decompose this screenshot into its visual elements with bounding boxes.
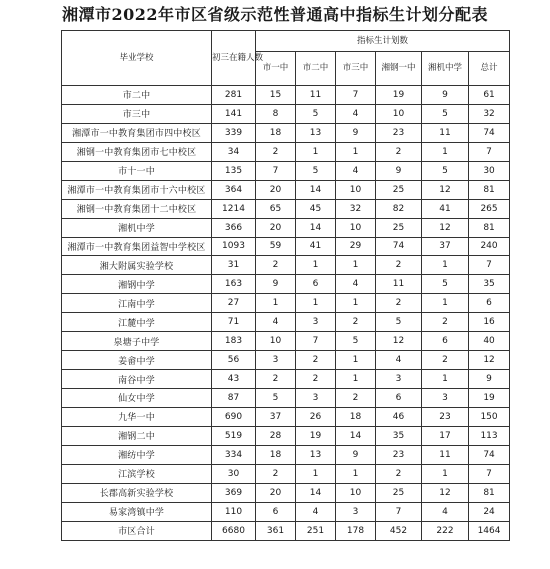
enrollment-count: 366 bbox=[212, 218, 256, 237]
school-name: 湘钢一中教育集团十二中校区 bbox=[62, 199, 212, 218]
table-row bbox=[62, 483, 510, 502]
table-row bbox=[62, 521, 510, 540]
quota-col-2: 251 bbox=[296, 521, 336, 540]
enrollment-count: 71 bbox=[212, 313, 256, 332]
quota-col-2: 2 bbox=[296, 351, 336, 370]
quota-total: 113 bbox=[469, 426, 510, 445]
quota-col-1: 18 bbox=[256, 123, 296, 142]
enrollment-count: 364 bbox=[212, 180, 256, 199]
table-row bbox=[62, 256, 510, 275]
table-row bbox=[62, 502, 510, 521]
quota-col-1: 4 bbox=[256, 313, 296, 332]
quota-col-4: 25 bbox=[376, 180, 422, 199]
quota-total: 32 bbox=[469, 104, 510, 123]
quota-col-5: 5 bbox=[422, 161, 469, 180]
quota-col-5: 12 bbox=[422, 483, 469, 502]
quota-col-4: 23 bbox=[376, 445, 422, 464]
quota-col-2: 19 bbox=[296, 426, 336, 445]
table-row bbox=[62, 237, 510, 256]
enrollment-count: 31 bbox=[212, 256, 256, 275]
quota-col-2: 1 bbox=[296, 256, 336, 275]
school-name: 市十一中 bbox=[62, 161, 212, 180]
quota-col-5: 11 bbox=[422, 123, 469, 142]
table-row bbox=[62, 199, 510, 218]
quota-col-5: 5 bbox=[422, 104, 469, 123]
quota-col-4: 10 bbox=[376, 104, 422, 123]
quota-col-4: 7 bbox=[376, 502, 422, 521]
quota-col-5: 12 bbox=[422, 180, 469, 199]
school-name: 市三中 bbox=[62, 104, 212, 123]
table-row bbox=[62, 426, 510, 445]
enrollment-count: 135 bbox=[212, 161, 256, 180]
quota-col-1: 8 bbox=[256, 104, 296, 123]
quota-col-3: 9 bbox=[336, 445, 376, 464]
quota-col-2: 6 bbox=[296, 275, 336, 294]
enrollment-count: 690 bbox=[212, 407, 256, 426]
quota-total: 150 bbox=[469, 407, 510, 426]
quota-col-1: 20 bbox=[256, 483, 296, 502]
quota-col-2: 11 bbox=[296, 86, 336, 105]
table-row bbox=[62, 86, 510, 105]
header-col-1: 市一中 bbox=[256, 52, 296, 86]
school-name: 江南中学 bbox=[62, 294, 212, 313]
quota-col-4: 4 bbox=[376, 351, 422, 370]
quota-col-2: 2 bbox=[296, 370, 336, 389]
header-col-5: 湘机中学 bbox=[422, 52, 469, 86]
school-name: 江麓中学 bbox=[62, 313, 212, 332]
quota-total: 7 bbox=[469, 256, 510, 275]
enrollment-count: 281 bbox=[212, 86, 256, 105]
page-title: 湘潭市2022年市区省级示范性普通高中指标生计划分配表 bbox=[61, 5, 489, 24]
quota-col-2: 14 bbox=[296, 180, 336, 199]
quota-col-3: 29 bbox=[336, 237, 376, 256]
table-row bbox=[62, 294, 510, 313]
quota-col-5: 1 bbox=[422, 142, 469, 161]
school-name: 长郡高新实验学校 bbox=[62, 483, 212, 502]
table-row bbox=[62, 104, 510, 123]
enrollment-count: 34 bbox=[212, 142, 256, 161]
quota-col-5: 2 bbox=[422, 313, 469, 332]
quota-col-1: 10 bbox=[256, 332, 296, 351]
quota-total: 81 bbox=[469, 483, 510, 502]
school-name: 湘纺中学 bbox=[62, 445, 212, 464]
header-col-3: 市三中 bbox=[336, 52, 376, 86]
quota-total: 81 bbox=[469, 218, 510, 237]
quota-col-1: 2 bbox=[256, 370, 296, 389]
quota-total: 40 bbox=[469, 332, 510, 351]
school-name: 泉塘子中学 bbox=[62, 332, 212, 351]
quota-col-5: 3 bbox=[422, 389, 469, 408]
quota-col-3: 1 bbox=[336, 256, 376, 275]
table-row bbox=[62, 275, 510, 294]
enrollment-count: 183 bbox=[212, 332, 256, 351]
quota-col-5: 37 bbox=[422, 237, 469, 256]
school-name: 湘潭市一中教育集团市十六中校区 bbox=[62, 180, 212, 199]
quota-col-2: 45 bbox=[296, 199, 336, 218]
enrollment-count: 1093 bbox=[212, 237, 256, 256]
quota-total: 16 bbox=[469, 313, 510, 332]
school-name: 湘机中学 bbox=[62, 218, 212, 237]
quota-col-3: 1 bbox=[336, 294, 376, 313]
school-name: 易家湾镇中学 bbox=[62, 502, 212, 521]
quota-col-2: 14 bbox=[296, 218, 336, 237]
table-row bbox=[62, 123, 510, 142]
quota-col-4: 46 bbox=[376, 407, 422, 426]
quota-col-2: 1 bbox=[296, 142, 336, 161]
quota-col-4: 74 bbox=[376, 237, 422, 256]
quota-col-1: 59 bbox=[256, 237, 296, 256]
table-row bbox=[62, 332, 510, 351]
quota-col-4: 25 bbox=[376, 218, 422, 237]
quota-col-3: 4 bbox=[336, 104, 376, 123]
quota-col-4: 2 bbox=[376, 294, 422, 313]
table-row bbox=[62, 313, 510, 332]
table-row bbox=[62, 142, 510, 161]
header-school: 毕业学校 bbox=[62, 31, 212, 86]
enrollment-count: 87 bbox=[212, 389, 256, 408]
quota-total: 30 bbox=[469, 161, 510, 180]
table-row bbox=[62, 161, 510, 180]
quota-col-2: 5 bbox=[296, 104, 336, 123]
quota-col-3: 7 bbox=[336, 86, 376, 105]
quota-total: 6 bbox=[469, 294, 510, 313]
table-row bbox=[62, 351, 510, 370]
quota-total: 12 bbox=[469, 351, 510, 370]
enrollment-count: 339 bbox=[212, 123, 256, 142]
quota-col-3: 4 bbox=[336, 275, 376, 294]
quota-col-1: 2 bbox=[256, 142, 296, 161]
quota-col-5: 5 bbox=[422, 275, 469, 294]
school-name: 九华一中 bbox=[62, 407, 212, 426]
quota-col-1: 65 bbox=[256, 199, 296, 218]
quota-total: 240 bbox=[469, 237, 510, 256]
quota-total: 35 bbox=[469, 275, 510, 294]
quota-total: 74 bbox=[469, 445, 510, 464]
quota-col-4: 2 bbox=[376, 142, 422, 161]
quota-total: 265 bbox=[469, 199, 510, 218]
quota-col-1: 9 bbox=[256, 275, 296, 294]
table-row bbox=[62, 218, 510, 237]
header-col-total: 总计 bbox=[469, 52, 510, 86]
quota-col-1: 2 bbox=[256, 256, 296, 275]
enrollment-count: 334 bbox=[212, 445, 256, 464]
quota-total: 9 bbox=[469, 370, 510, 389]
quota-col-3: 14 bbox=[336, 426, 376, 445]
school-name: 市区合计 bbox=[62, 521, 212, 540]
quota-col-4: 9 bbox=[376, 161, 422, 180]
quota-col-5: 1 bbox=[422, 464, 469, 483]
quota-col-1: 7 bbox=[256, 161, 296, 180]
table-row bbox=[62, 180, 510, 199]
quota-col-5: 4 bbox=[422, 502, 469, 521]
enrollment-count: 43 bbox=[212, 370, 256, 389]
quota-col-1: 6 bbox=[256, 502, 296, 521]
quota-col-1: 37 bbox=[256, 407, 296, 426]
school-name: 湘潭市一中教育集团益智中学校区 bbox=[62, 237, 212, 256]
quota-col-3: 5 bbox=[336, 332, 376, 351]
enrollment-count: 27 bbox=[212, 294, 256, 313]
quota-total: 24 bbox=[469, 502, 510, 521]
enrollment-count: 6680 bbox=[212, 521, 256, 540]
quota-col-2: 4 bbox=[296, 502, 336, 521]
quota-col-1: 5 bbox=[256, 389, 296, 408]
table-body bbox=[62, 86, 510, 541]
quota-total: 19 bbox=[469, 389, 510, 408]
quota-col-5: 41 bbox=[422, 199, 469, 218]
enrollment-count: 163 bbox=[212, 275, 256, 294]
quota-col-4: 19 bbox=[376, 86, 422, 105]
quota-col-2: 3 bbox=[296, 313, 336, 332]
quota-col-4: 25 bbox=[376, 483, 422, 502]
quota-col-2: 1 bbox=[296, 294, 336, 313]
quota-col-3: 1 bbox=[336, 370, 376, 389]
quota-col-4: 23 bbox=[376, 123, 422, 142]
quota-col-3: 1 bbox=[336, 142, 376, 161]
quota-col-2: 3 bbox=[296, 389, 336, 408]
enrollment-count: 1214 bbox=[212, 199, 256, 218]
quota-col-3: 10 bbox=[336, 218, 376, 237]
enrollment-count: 30 bbox=[212, 464, 256, 483]
quota-col-4: 11 bbox=[376, 275, 422, 294]
school-name: 湘钢二中 bbox=[62, 426, 212, 445]
table-row bbox=[62, 370, 510, 389]
quota-col-4: 3 bbox=[376, 370, 422, 389]
quota-total: 74 bbox=[469, 123, 510, 142]
header-col-4: 湘钢一中 bbox=[376, 52, 422, 86]
quota-col-4: 12 bbox=[376, 332, 422, 351]
table-row bbox=[62, 389, 510, 408]
school-name: 市二中 bbox=[62, 86, 212, 105]
enrollment-count: 56 bbox=[212, 351, 256, 370]
quota-col-3: 10 bbox=[336, 180, 376, 199]
quota-col-2: 1 bbox=[296, 464, 336, 483]
quota-col-5: 12 bbox=[422, 218, 469, 237]
quota-col-2: 26 bbox=[296, 407, 336, 426]
quota-col-3: 18 bbox=[336, 407, 376, 426]
quota-col-4: 2 bbox=[376, 464, 422, 483]
quota-col-5: 17 bbox=[422, 426, 469, 445]
quota-col-1: 361 bbox=[256, 521, 296, 540]
quota-col-4: 82 bbox=[376, 199, 422, 218]
quota-col-3: 3 bbox=[336, 502, 376, 521]
school-name: 江滨学校 bbox=[62, 464, 212, 483]
quota-col-4: 2 bbox=[376, 256, 422, 275]
quota-col-5: 1 bbox=[422, 256, 469, 275]
quota-col-5: 6 bbox=[422, 332, 469, 351]
quota-col-2: 5 bbox=[296, 161, 336, 180]
quota-col-1: 3 bbox=[256, 351, 296, 370]
quota-col-3: 178 bbox=[336, 521, 376, 540]
school-name: 姜畲中学 bbox=[62, 351, 212, 370]
quota-col-5: 1 bbox=[422, 294, 469, 313]
quota-col-2: 41 bbox=[296, 237, 336, 256]
quota-col-1: 2 bbox=[256, 464, 296, 483]
school-name: 湘潭市一中教育集团市四中校区 bbox=[62, 123, 212, 142]
quota-col-5: 1 bbox=[422, 370, 469, 389]
quota-total: 61 bbox=[469, 86, 510, 105]
school-name: 湘钢一中教育集团市七中校区 bbox=[62, 142, 212, 161]
enrollment-count: 141 bbox=[212, 104, 256, 123]
quota-col-2: 14 bbox=[296, 483, 336, 502]
quota-col-3: 1 bbox=[336, 464, 376, 483]
enrollment-count: 110 bbox=[212, 502, 256, 521]
quota-total: 7 bbox=[469, 142, 510, 161]
quota-total: 81 bbox=[469, 180, 510, 199]
allocation-table bbox=[61, 30, 510, 541]
quota-col-5: 23 bbox=[422, 407, 469, 426]
quota-col-2: 7 bbox=[296, 332, 336, 351]
quota-col-1: 28 bbox=[256, 426, 296, 445]
enrollment-count: 519 bbox=[212, 426, 256, 445]
quota-col-3: 2 bbox=[336, 313, 376, 332]
enrollment-count: 369 bbox=[212, 483, 256, 502]
quota-col-3: 10 bbox=[336, 483, 376, 502]
school-name: 湘钢中学 bbox=[62, 275, 212, 294]
quota-col-3: 4 bbox=[336, 161, 376, 180]
quota-col-4: 35 bbox=[376, 426, 422, 445]
quota-col-3: 2 bbox=[336, 389, 376, 408]
header-quota-group: 指标生计划数 bbox=[256, 31, 510, 52]
quota-col-4: 452 bbox=[376, 521, 422, 540]
table-row bbox=[62, 464, 510, 483]
quota-col-1: 1 bbox=[256, 294, 296, 313]
quota-col-3: 1 bbox=[336, 351, 376, 370]
quota-col-3: 32 bbox=[336, 199, 376, 218]
quota-col-1: 18 bbox=[256, 445, 296, 464]
header-enrollment: 初三在籍人数 bbox=[212, 31, 256, 86]
quota-col-5: 11 bbox=[422, 445, 469, 464]
quota-col-4: 5 bbox=[376, 313, 422, 332]
school-name: 湘大附属实验学校 bbox=[62, 256, 212, 275]
header-col-2: 市二中 bbox=[296, 52, 336, 86]
quota-col-2: 13 bbox=[296, 445, 336, 464]
quota-col-1: 20 bbox=[256, 218, 296, 237]
quota-col-4: 6 bbox=[376, 389, 422, 408]
quota-col-1: 15 bbox=[256, 86, 296, 105]
quota-col-3: 9 bbox=[336, 123, 376, 142]
school-name: 仙女中学 bbox=[62, 389, 212, 408]
quota-total: 7 bbox=[469, 464, 510, 483]
quota-col-1: 20 bbox=[256, 180, 296, 199]
quota-col-5: 222 bbox=[422, 521, 469, 540]
school-name: 南谷中学 bbox=[62, 370, 212, 389]
quota-col-5: 2 bbox=[422, 351, 469, 370]
table-row bbox=[62, 445, 510, 464]
quota-col-2: 13 bbox=[296, 123, 336, 142]
table-row bbox=[62, 407, 510, 426]
quota-total: 1464 bbox=[469, 521, 510, 540]
quota-col-5: 9 bbox=[422, 86, 469, 105]
